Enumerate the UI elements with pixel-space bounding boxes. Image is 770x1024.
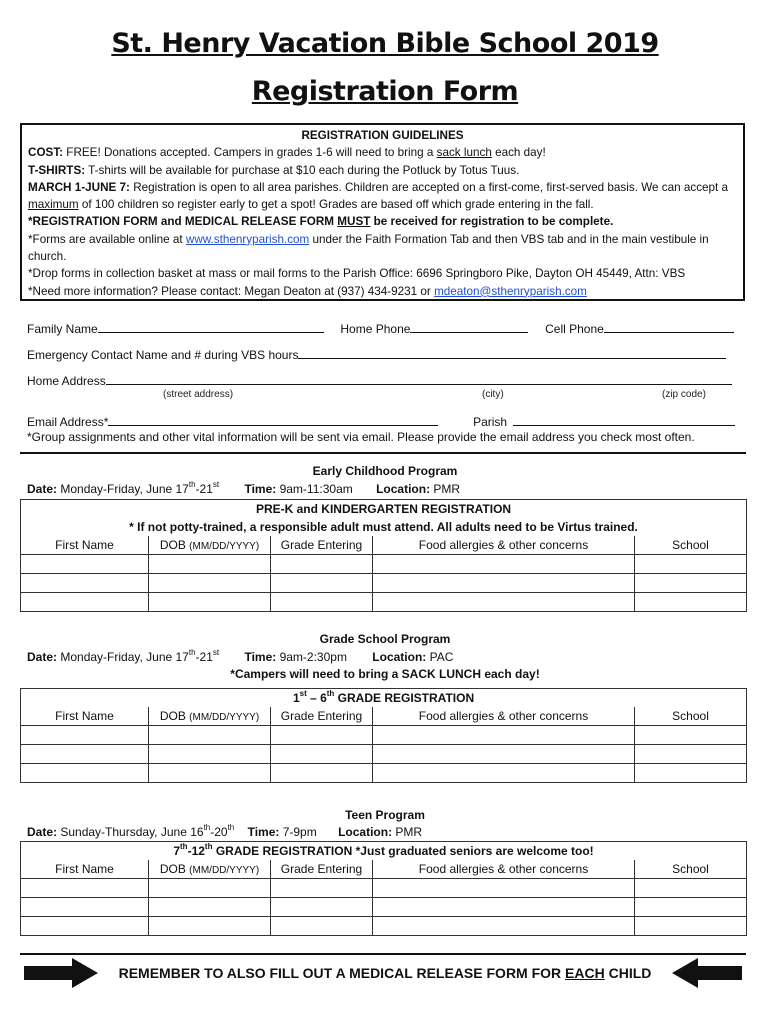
table-row xyxy=(21,745,747,764)
home-address-label: Home Address xyxy=(27,374,106,388)
contact-email-link[interactable]: mdeaton@sthenryparish.com xyxy=(434,284,587,298)
email-parish-row xyxy=(27,413,735,429)
grade-table-heading: 1st – 6th GRADE REGISTRATION xyxy=(21,689,747,708)
family-info-row xyxy=(27,320,734,336)
teen-table-heading: 7th-12th GRADE REGISTRATION *Just graduated seniors are welcome too! xyxy=(21,842,747,861)
home-phone-label: Home Phone xyxy=(340,322,411,336)
emergency-contact-field[interactable] xyxy=(298,346,726,359)
table-row xyxy=(21,574,747,593)
grade-school-schedule: Date: Monday-Friday, June 17th-21st Time: 9am-2:30pm Location: PAC xyxy=(27,648,454,664)
col-dob: DOB (MM/DD/YYYY) xyxy=(149,536,271,555)
guideline-required-forms: *REGISTRATION FORM and MEDICAL RELEASE FORM MUST be received for registration to be complete. xyxy=(28,215,614,229)
family-name-label: Family Name xyxy=(27,322,98,336)
guideline-tshirts: T-SHIRTS: T-shirts will be available for purchase at $10 each during the Potluck by Totus Tuus. xyxy=(28,163,520,177)
email-label: Email Address* xyxy=(27,415,109,429)
col-grade-entering: Grade Entering xyxy=(271,707,373,726)
col-grade-entering: Grade Entering xyxy=(271,860,373,879)
parish-field[interactable] xyxy=(513,413,735,426)
guideline-contact: *Need more information? Please contact: Megan Deaton at (937) 434-9231 or mdeaton@sthenryparish.com xyxy=(28,284,587,298)
col-food-allergies: Food allergies & other concerns xyxy=(373,536,635,555)
teen-program-schedule: Date: Sunday-Thursday, June 16th-20th Time: 7-9pm Location: PMR xyxy=(27,823,423,839)
page-subtitle: Registration Form xyxy=(251,76,519,107)
cell-phone-label: Cell Phone xyxy=(545,322,604,336)
col-first-name: First Name xyxy=(21,536,149,555)
early-table-heading: PRE-K and KINDERGARTEN REGISTRATION xyxy=(21,500,747,519)
sack-lunch-note: *Campers will need to bring a SACK LUNCH each day! xyxy=(230,667,540,681)
col-school: School xyxy=(635,536,747,555)
cell-phone-field[interactable] xyxy=(604,320,734,333)
guideline-drop-forms: *Drop forms in collection basket at mass or mail forms to the Parish Office: 6696 Springboro Pike, Dayton OH 45449, Attn: VBS xyxy=(28,267,686,281)
col-grade-entering: Grade Entering xyxy=(271,536,373,555)
grade-school-title: Grade School Program xyxy=(319,632,451,646)
col-school: School xyxy=(635,707,747,726)
guideline-registration-window: MARCH 1-JUNE 7: Registration is open to all area parishes. Children are accepted on a first-come, first-served basis. We can accept a maximum of 100 children so register early to get a spot! Grades are based off which grade entering in the fall. xyxy=(28,180,729,212)
col-food-allergies: Food allergies & other concerns xyxy=(373,860,635,879)
table-row xyxy=(21,726,747,745)
teen-program-title: Teen Program xyxy=(345,808,425,822)
guidelines-heading: REGISTRATION GUIDELINES xyxy=(301,129,464,142)
col-dob: DOB (MM/DD/YYYY) xyxy=(149,860,271,879)
early-childhood-schedule: Date: Monday-Friday, June 17th-21st Time: 9am-11:30am Location: PMR xyxy=(27,480,461,496)
section-divider xyxy=(20,452,746,454)
arrow-left-icon xyxy=(672,958,742,988)
table-row xyxy=(21,898,747,917)
early-childhood-table xyxy=(20,499,747,612)
street-address-hint: (street address) xyxy=(163,389,234,400)
home-address-field[interactable] xyxy=(106,372,732,385)
col-food-allergies: Food allergies & other concerns xyxy=(373,707,635,726)
grade-school-table xyxy=(20,688,747,783)
early-table-note: * If not potty-trained, a responsible adult must attend. All adults need to be Virtus trained. xyxy=(21,518,747,536)
city-hint: (city) xyxy=(482,389,504,400)
registration-guidelines-box xyxy=(20,123,745,301)
parish-website-link[interactable]: www.sthenryparish.com xyxy=(185,232,310,246)
early-childhood-title: Early Childhood Program xyxy=(312,464,458,478)
col-dob: DOB (MM/DD/YYYY) xyxy=(149,707,271,726)
guideline-cost: COST: FREE! Donations accepted. Campers in grades 1-6 will need to bring a sack lunch each day! xyxy=(28,146,546,160)
table-row xyxy=(21,879,747,898)
footer-divider xyxy=(20,953,746,955)
table-row xyxy=(21,764,747,783)
col-first-name: First Name xyxy=(21,860,149,879)
home-phone-field[interactable] xyxy=(410,320,528,333)
parish-label: Parish xyxy=(473,415,508,429)
home-address-row xyxy=(27,372,732,388)
emergency-contact-label: Emergency Contact Name and # during VBS hours xyxy=(27,348,299,362)
family-name-field[interactable] xyxy=(98,320,324,333)
table-row xyxy=(21,593,747,612)
table-row xyxy=(21,555,747,574)
zip-code-hint: (zip code) xyxy=(662,389,706,400)
page-title: St. Henry Vacation Bible School 2019 xyxy=(111,28,659,59)
table-row xyxy=(21,917,747,936)
teen-program-table xyxy=(20,841,747,936)
medical-release-reminder: REMEMBER TO ALSO FILL OUT A MEDICAL RELEASE FORM FOR EACH CHILD xyxy=(118,965,652,981)
guideline-forms-online: *Forms are available online at www.sthenryparish.com under the Faith Formation Tab and then VBS tab and in the main vestibule in church. xyxy=(28,232,709,264)
col-first-name: First Name xyxy=(21,707,149,726)
emergency-contact-row xyxy=(27,346,726,362)
email-note: *Group assignments and other vital information will be sent via email. Please provide the email address you check most often. xyxy=(27,430,695,444)
email-field[interactable] xyxy=(108,413,438,426)
col-school: School xyxy=(635,860,747,879)
